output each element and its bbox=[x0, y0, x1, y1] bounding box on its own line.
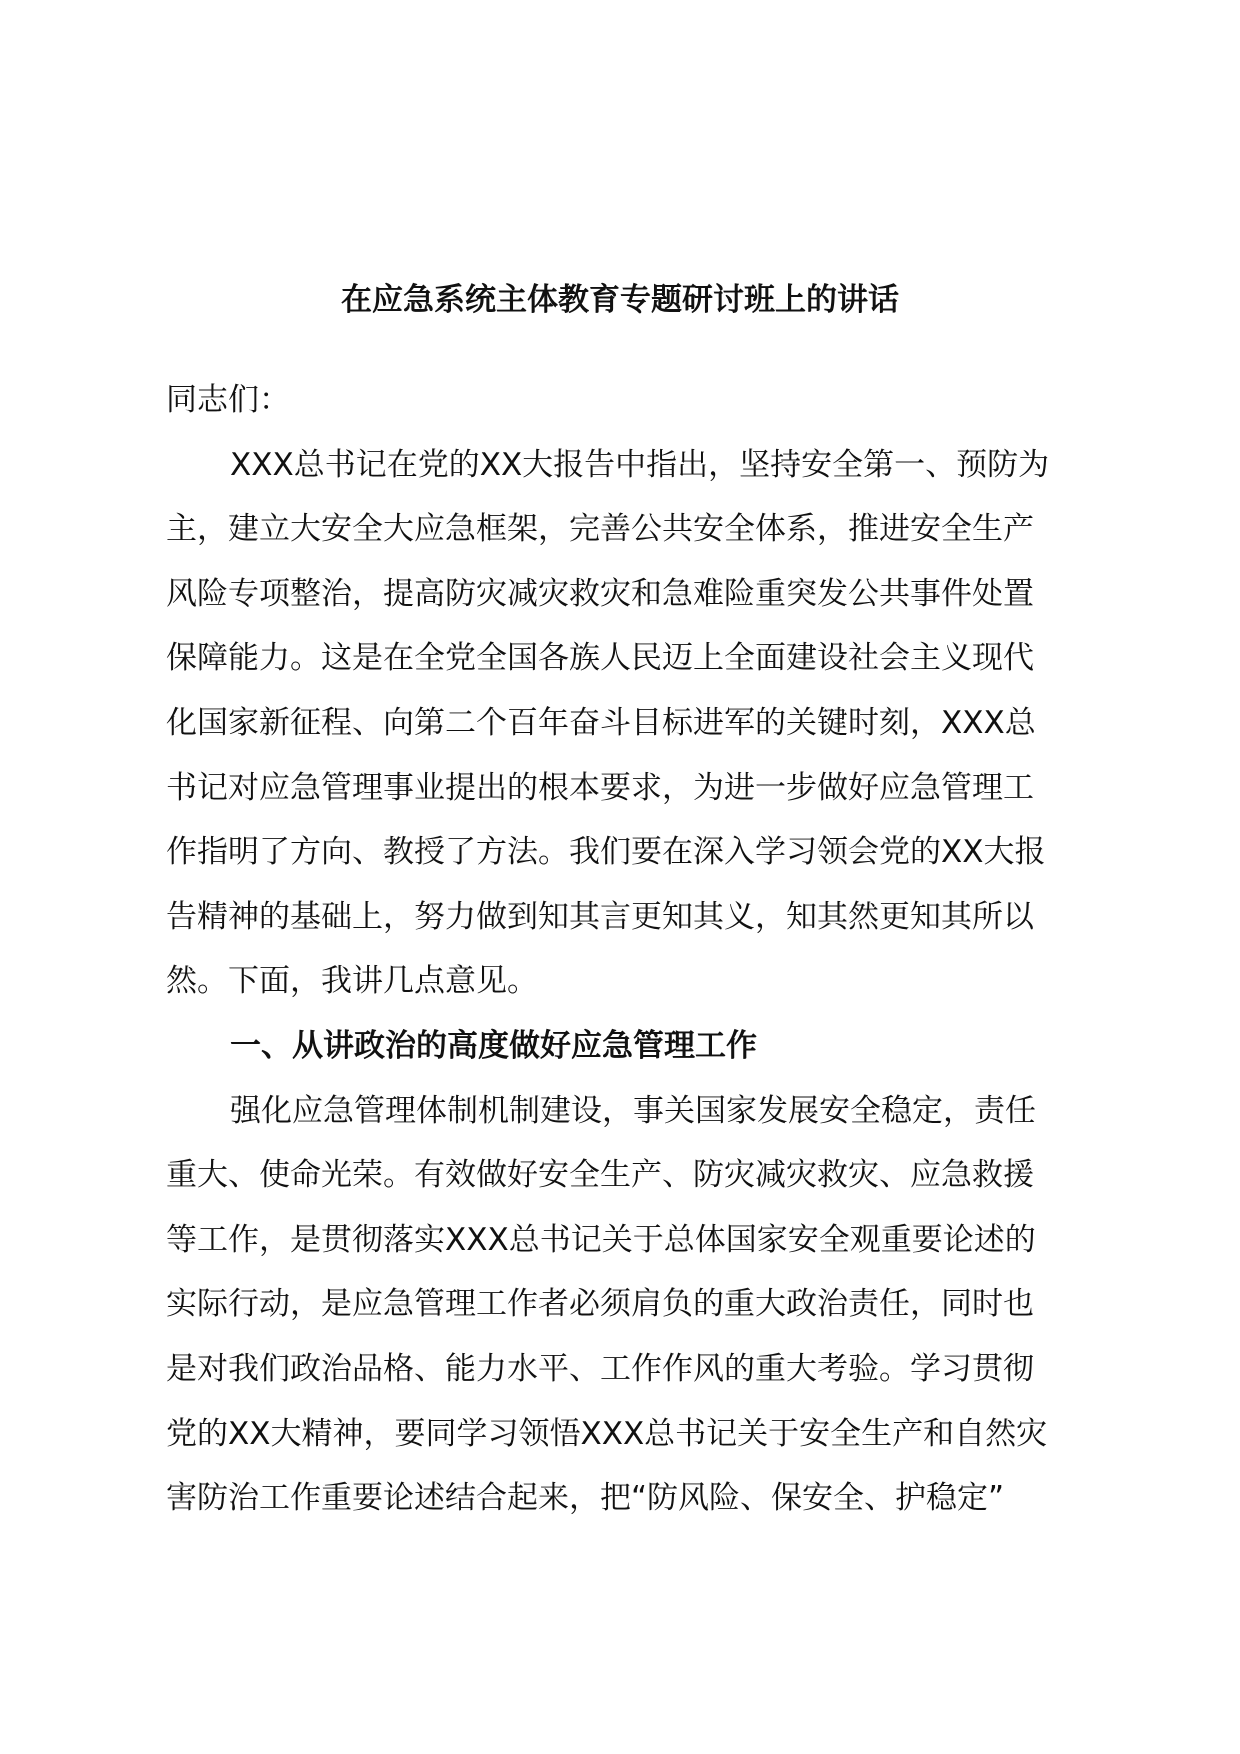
paragraph-line: 重大、使命光荣。有效做好安全生产、防灾减灾救灾、应急救援 bbox=[166, 1157, 1034, 1194]
paragraph-line: 强化应急管理体制机制建设，事关国家发展安全稳定，责任 bbox=[230, 1092, 1036, 1129]
document-title: 在应急系统主体教育专题研讨班上的讲话 bbox=[341, 282, 899, 318]
paragraph-line: 实际行动，是应急管理工作者必须肩负的重大政治责任，同时也 bbox=[166, 1286, 1034, 1323]
paragraph-line: 党的XX大精神，要同学习领悟XXX总书记关于安全生产和自然灾 bbox=[166, 1415, 1048, 1452]
paragraph-line: 等工作，是贯彻落实XXX总书记关于总体国家安全观重要论述的 bbox=[166, 1221, 1036, 1258]
paragraph-line: 化国家新征程、向第二个百年奋斗目标进军的关键时刻，XXX总 bbox=[166, 704, 1036, 741]
paragraph-line: 书记对应急管理事业提出的根本要求，为进一步做好应急管理工 bbox=[166, 769, 1034, 806]
paragraph-line: 保障能力。这是在全党全国各族人民迈上全面建设社会主义现代 bbox=[166, 640, 1034, 677]
paragraph-line: 害防治工作重要论述结合起来，把“防风险、保安全、护稳定” bbox=[166, 1480, 1005, 1517]
salutation: 同志们： bbox=[166, 382, 290, 418]
section-heading: 一、从讲政治的高度做好应急管理工作 bbox=[230, 1027, 757, 1064]
paragraph-line: 告精神的基础上，努力做到知其言更知其义，知其然更知其所以 bbox=[166, 898, 1034, 935]
paragraph-section-one bbox=[166, 1079, 1112, 1531]
paragraph-intro bbox=[166, 433, 1112, 1014]
paragraph-line: XXX总书记在党的XX大报告中指出，坚持安全第一、预防为 bbox=[230, 446, 1050, 483]
paragraph-line: 是对我们政治品格、能力水平、工作作风的重大考验。学习贯彻 bbox=[166, 1350, 1034, 1387]
document-body bbox=[166, 368, 1112, 1531]
paragraph-line: 风险专项整治，提高防灾减灾救灾和急难险重突发公共事件处置 bbox=[166, 575, 1034, 612]
paragraph-line: 作指明了方向、教授了方法。我们要在深入学习领会党的XX大报 bbox=[166, 834, 1046, 871]
paragraph-line: 然。下面，我讲几点意见。 bbox=[166, 963, 538, 1000]
paragraph-line: 主，建立大安全大应急框架，完善公共安全体系，推进安全生产 bbox=[166, 511, 1034, 548]
